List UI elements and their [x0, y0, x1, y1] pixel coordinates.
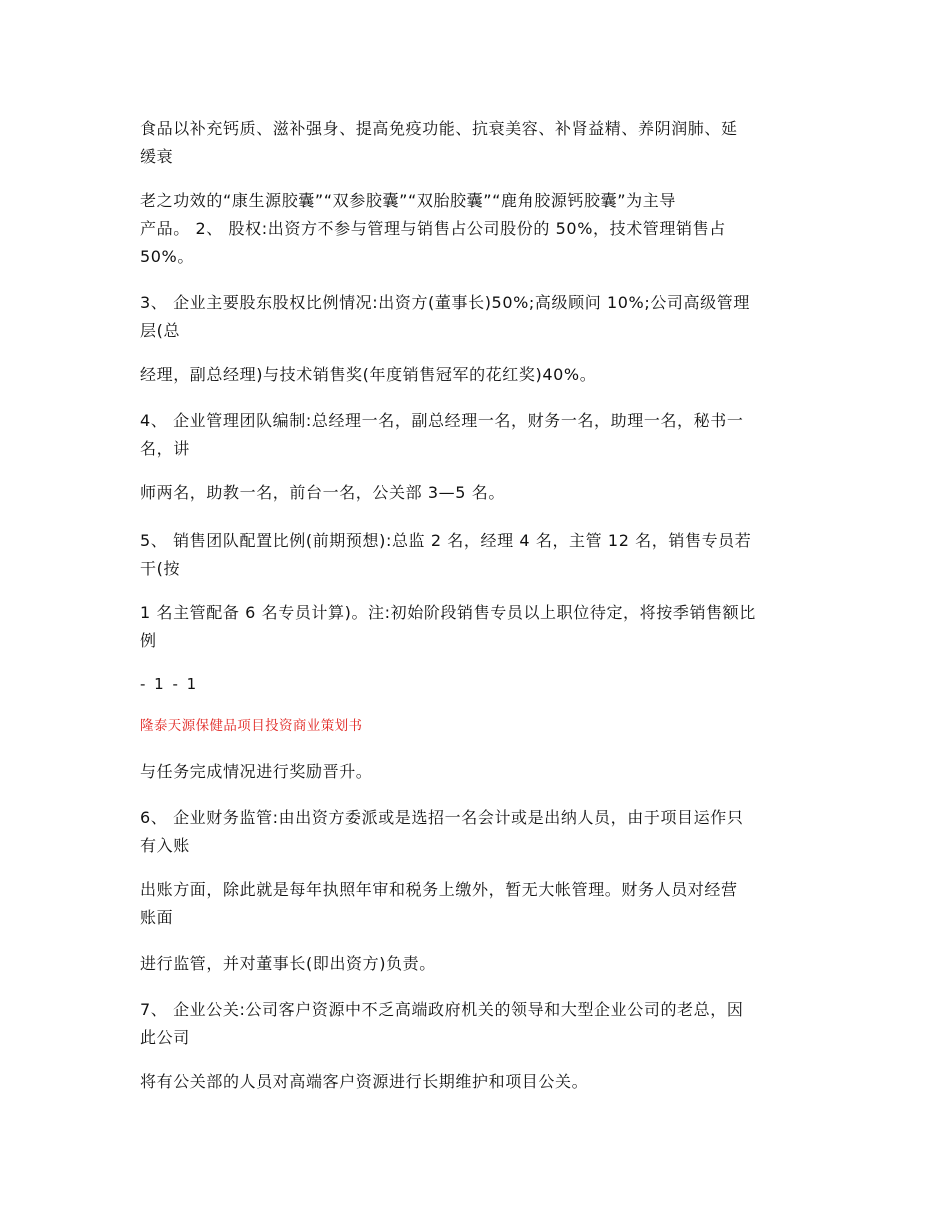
- paragraph-financial-responsibility: [140, 950, 810, 978]
- paragraph-shareholder-ratio-cont: [140, 361, 810, 389]
- paragraph-shareholder-ratio: [140, 289, 810, 345]
- text-line: 产品。 2、 股权:出资方不参与管理与销售占公司股份的 50%，技术管理销售占: [140, 219, 726, 238]
- paragraph-financial-supervision: [140, 804, 810, 860]
- text-line: 层(总: [140, 321, 181, 340]
- text-line: 老之功效的“康生源胶囊”“双参胶囊”“双胎胶囊”“鹿角胶源钙胶囊”为主导: [140, 191, 676, 210]
- text-line: 有入账: [140, 836, 190, 855]
- paragraph-public-relations-cont: [140, 1068, 810, 1096]
- text-line: 食品以补充钙质、滋补强身、提高免疫功能、抗衰美容、补肾益精、养阴润肺、延: [140, 119, 738, 138]
- text-line: 进行监管，并对董事长(即出资方)负责。: [140, 954, 436, 973]
- text-line: 6、 企业财务监管:由出资方委派或是选招一名会计或是出纳人员，由于项目运作只: [140, 808, 744, 827]
- text-line: 与任务完成情况进行奖励晋升。: [140, 762, 373, 781]
- text-line: 干(按: [140, 559, 181, 578]
- text-line: 7、 企业公关:公司客户资源中不乏高端政府机关的领导和大型企业公司的老总，因: [140, 1000, 744, 1019]
- paragraph-management-team: [140, 407, 810, 463]
- page-number: - 1 - 1: [140, 675, 199, 693]
- paragraph-main-products-equity: [140, 187, 810, 271]
- text-line: 缓衰: [140, 147, 174, 166]
- text-line: 出账方面，除此就是每年执照年审和税务上缴外，暂无大帐管理。财务人员对经营: [140, 880, 738, 899]
- text-line: 4、 企业管理团队编制:总经理一名，副总经理一名，财务一名，助理一名，秘书一: [140, 411, 744, 430]
- text-line: 50%。: [140, 247, 194, 266]
- text-line: 账面: [140, 908, 174, 927]
- running-header-title: 隆泰天源保健品项目投资商业策划书: [140, 718, 363, 734]
- paragraph-sales-team-cont: [140, 599, 810, 655]
- text-line: 例: [140, 631, 157, 650]
- text-line: 1 名主管配备 6 名专员计算)。注:初始阶段销售专员以上职位待定，将按季销售额比: [140, 603, 756, 622]
- paragraph-sales-team: [140, 527, 810, 583]
- paragraph-products-intro: [140, 115, 810, 171]
- text-line: 师两名，助教一名，前台一名，公关部 3—5 名。: [140, 483, 505, 502]
- text-line: 将有公关部的人员对高端客户资源进行长期维护和项目公关。: [140, 1072, 589, 1091]
- paragraph-public-relations: [140, 996, 810, 1052]
- text-line: 3、 企业主要股东股权比例情况:出资方(董事长)50%;高级顾问 10%;公司高级管理: [140, 293, 750, 312]
- text-line: 5、 销售团队配置比例(前期预想):总监 2 名，经理 4 名，主管 12 名，销售专员若: [140, 531, 752, 550]
- text-line: 经理，副总经理)与技术销售奖(年度销售冠军的花红奖)40%。: [140, 365, 597, 384]
- text-line: 此公司: [140, 1028, 190, 1047]
- text-line: 名，讲: [140, 439, 190, 458]
- paragraph-financial-supervision-cont: [140, 876, 810, 932]
- paragraph-promotion: [140, 758, 810, 786]
- paragraph-management-team-cont: [140, 479, 810, 507]
